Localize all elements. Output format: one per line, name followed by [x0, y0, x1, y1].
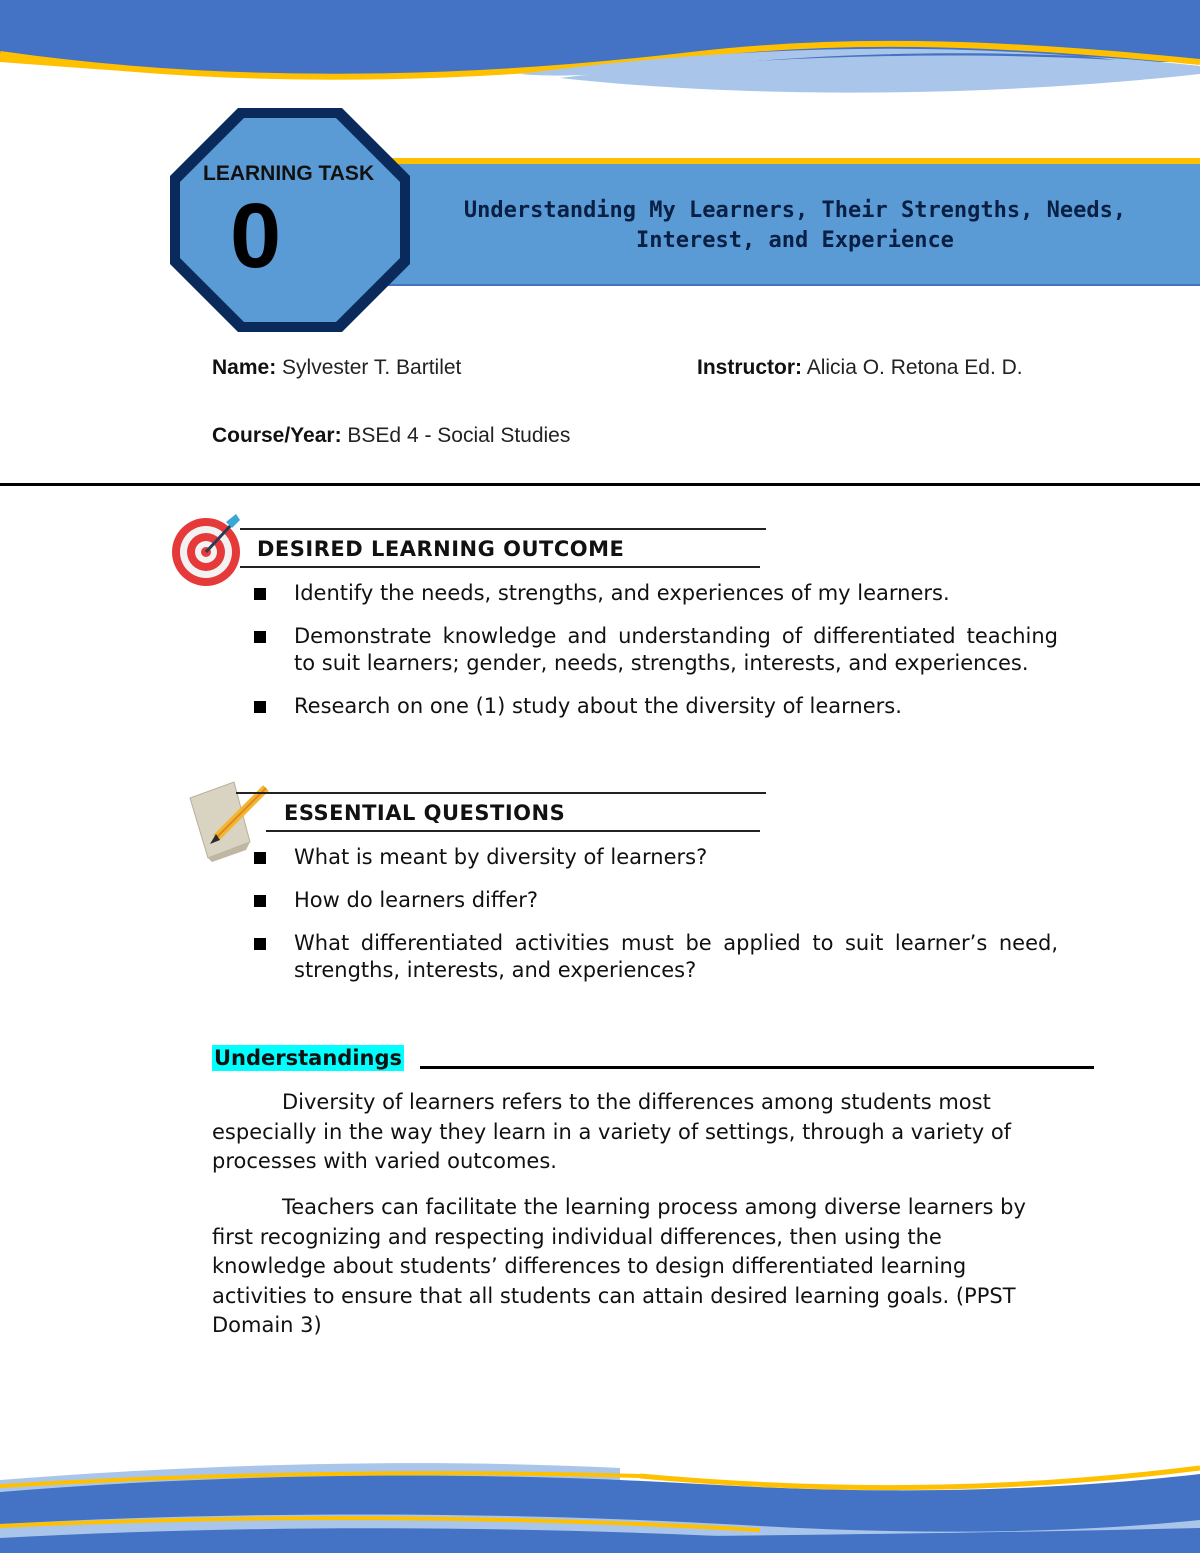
outcome-top-line — [240, 528, 766, 530]
outcome-heading: DESIRED LEARNING OUTCOME — [257, 537, 625, 561]
page-title: Understanding My Learners, Their Strengths, Needs, Interest, and Experience — [463, 198, 1127, 253]
instructor-name: Instructor: Alicia O. Retona Ed. D. — [697, 356, 1023, 379]
questions-heading: ESSENTIAL QUESTIONS — [284, 801, 566, 825]
list-item: What differentiated activities must be applied to suit learner’s need, strengths, interests, and experiences? — [252, 930, 1058, 984]
target-icon — [170, 512, 246, 588]
understandings-paragraph: Diversity of learners refers to the differences among students most especially in the way they learn in a variety of settings, through a variety of processes with varied outcomes. — [212, 1090, 1012, 1173]
list-item: How do learners differ? — [252, 887, 1058, 914]
understandings-heading: Understandings — [214, 1046, 403, 1070]
questions-list — [252, 844, 1058, 1000]
course-year: Course/Year: BSEd 4 - Social Studies — [212, 424, 571, 447]
learning-task-label: LEARNING TASK — [203, 162, 375, 185]
list-item: What is meant by diversity of learners? — [252, 844, 1058, 871]
list-item: Research on one (1) study about the diversity of learners. — [252, 693, 1058, 720]
understandings-underline — [420, 1066, 1094, 1069]
outcome-bottom-line — [240, 566, 760, 568]
top-wave-decoration — [0, 0, 1200, 100]
questions-bottom-line — [266, 830, 760, 832]
bottom-wave-decoration — [0, 1440, 1200, 1553]
student-name: Name: Sylvester T. Bartilet — [212, 356, 462, 379]
outcome-list — [252, 580, 1058, 736]
task-octagon-badge — [166, 104, 414, 336]
section-divider — [0, 483, 1200, 486]
list-item: Demonstrate knowledge and understanding of differentiated teaching to suit learners; gender, needs, strengths, interests, and experiences. — [252, 623, 1058, 677]
list-item: Identify the needs, strengths, and experiences of my learners. — [252, 580, 1058, 607]
learning-task-number: 0 — [230, 185, 282, 287]
questions-top-line — [236, 792, 766, 794]
understandings-paragraph: Teachers can facilitate the learning process among diverse learners by first recognizing and respecting individual differences, then using the knowledge about students’ differences to design differentiated learning activities to ensure that all students can attain desired learning goals. (PPST Domain 3) — [212, 1195, 1026, 1337]
